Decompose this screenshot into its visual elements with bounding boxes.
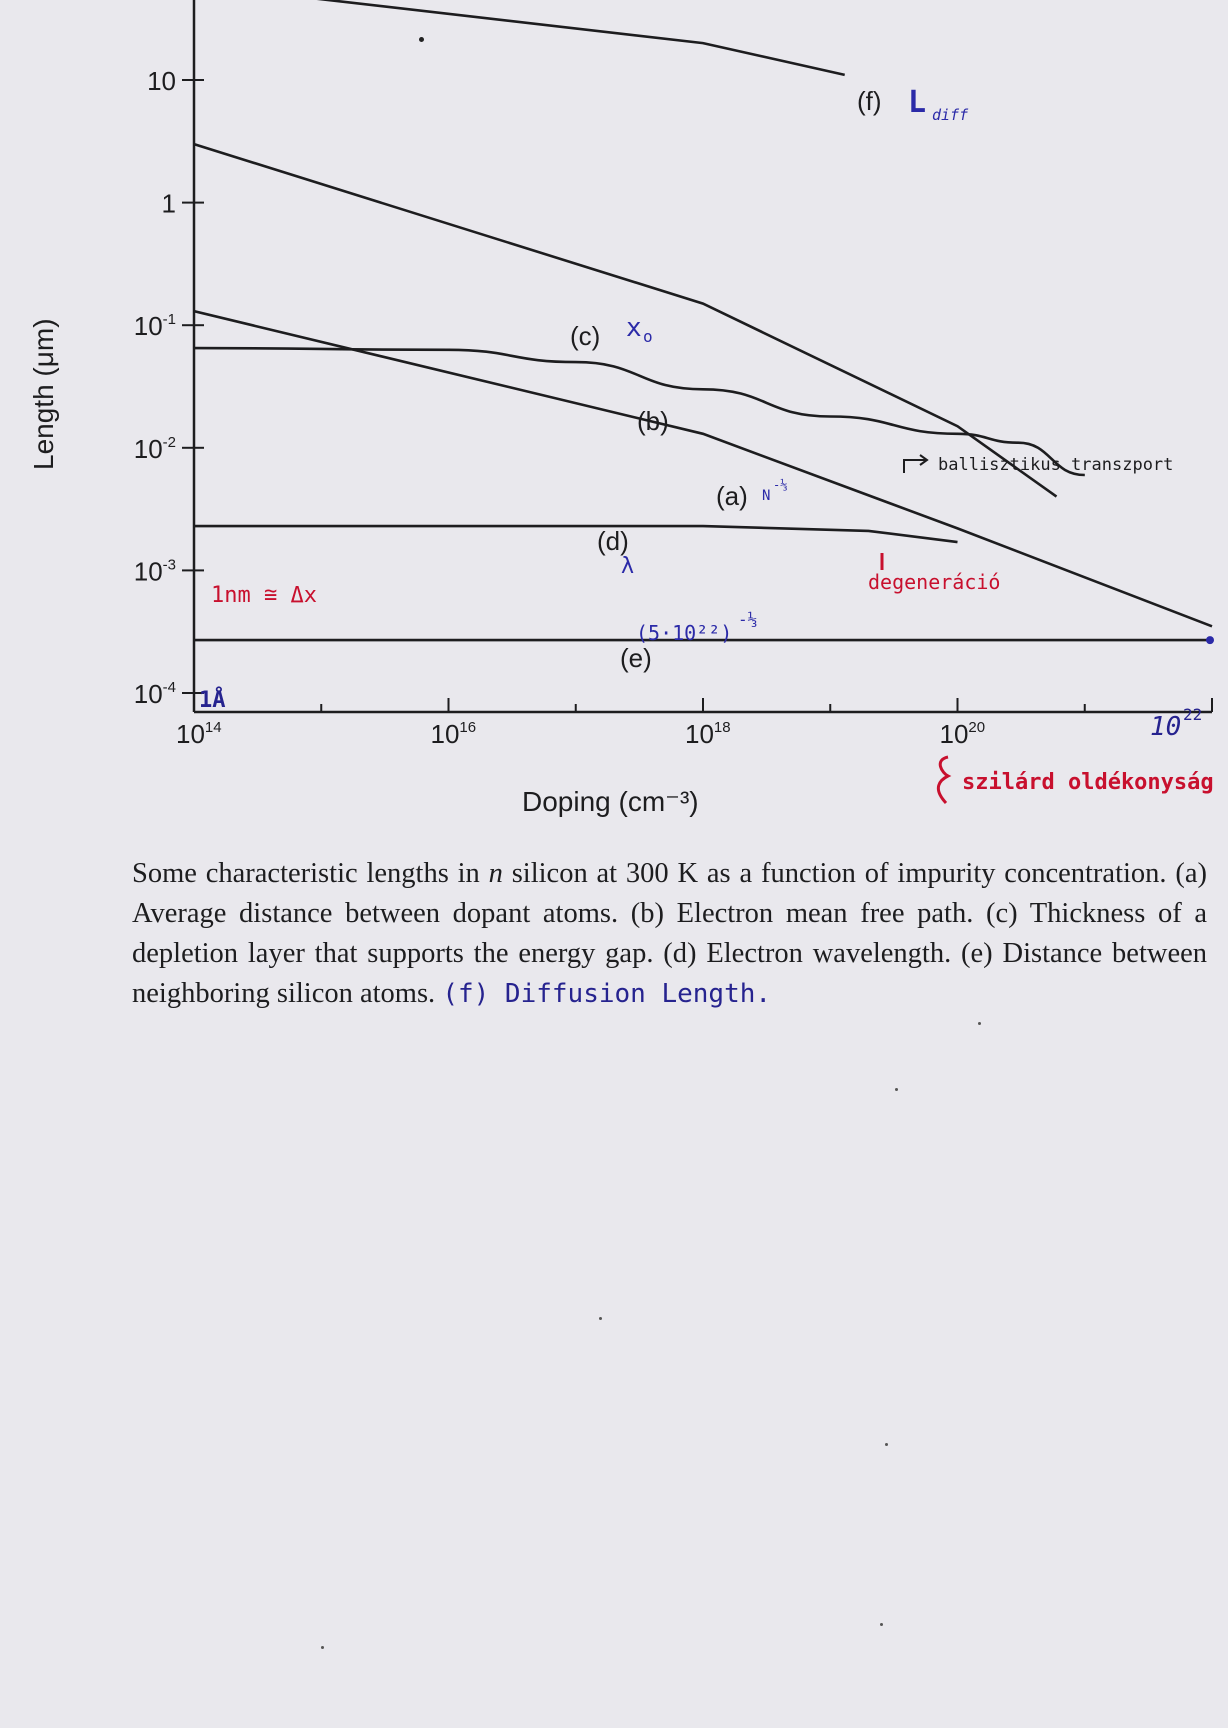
scan-speck — [880, 1623, 883, 1626]
hand-L-diff-subscript: diff — [932, 106, 969, 124]
scan-speck — [978, 1022, 981, 1025]
series-line-d — [194, 526, 958, 542]
scan-speck — [599, 1317, 602, 1320]
chart-curve-labels — [570, 86, 882, 673]
y-tick-label: $10^{-1}$ — [133, 311, 176, 342]
scan-speck — [419, 37, 424, 42]
curve-label-e: (e) — [620, 643, 652, 673]
hand-angstrom: 1Å — [199, 688, 226, 713]
x-tick-label: $10^{16}$ — [430, 719, 477, 749]
scan-speck — [895, 1088, 898, 1091]
ballistic-arrow — [904, 455, 927, 473]
hand-x-last-exp: 22 — [1183, 705, 1203, 724]
caption-text-body: silicon at 300 K as a function of impurity concentration. (a) Average distance between dopant atoms. (b) Electron mean free path. (c) Thickness of a depletion layer that supports the energy gap. (d) Electron wavelength. (e) Distance between neighboring silicon atoms. — [132, 858, 1207, 1009]
y-tick-label: 1 — [161, 188, 176, 219]
x-tick-label: $10^{14}$ — [176, 719, 222, 749]
hand-1nm: 1nm ≅ Δx — [211, 583, 317, 608]
hand-N-exponent: -⅓ — [773, 478, 788, 492]
scan-speck — [885, 1443, 888, 1446]
chart-series — [194, 0, 1214, 644]
hand-N: N — [762, 488, 771, 504]
hand-solid-solubility: szilárd oldékonyság — [962, 770, 1214, 795]
scan-speck — [321, 1646, 324, 1649]
hand-ballistic-transport: ballisztikus transzport — [938, 455, 1174, 475]
x-tick-label: $10^{20}$ — [939, 719, 986, 749]
x-tick-label: $10^{18}$ — [685, 719, 731, 749]
curve-label-a: (a) — [716, 481, 748, 511]
length-vs-doping-chart — [0, 0, 1228, 840]
hand-x0-subscript: o — [643, 327, 653, 346]
caption-n-italic: n — [488, 858, 503, 889]
caption-text-start: Some characteristic lengths in — [132, 858, 489, 889]
curve-label-d: (d) — [597, 526, 629, 556]
caption-handwritten-f: (f) Diffusion Length. — [442, 979, 772, 1009]
red-brace — [938, 757, 948, 803]
hand-e-formula: (5·10²²) — [636, 621, 733, 645]
curve-label-f: (f) — [857, 86, 882, 116]
hand-x0: x — [626, 313, 642, 343]
hand-lambda: λ — [621, 554, 635, 579]
endpoint-dot — [1206, 636, 1214, 644]
series-line-f — [194, 0, 845, 75]
curve-label-c: (c) — [570, 321, 601, 351]
y-tick-label: $10^{-4}$ — [133, 679, 176, 709]
y-tick-label: 10 — [147, 66, 176, 96]
hand-e-formula-exponent: -⅓ — [738, 610, 758, 629]
y-tick-label: $10^{-3}$ — [133, 556, 176, 587]
y-axis-label: Length (μm) — [28, 318, 59, 470]
curve-label-b: (b) — [637, 406, 669, 436]
x-axis-label: Doping (cm⁻³) — [522, 786, 699, 817]
hand-degeneration: degeneráció — [868, 570, 1001, 594]
hand-L-diff: L — [908, 85, 927, 120]
hand-x-last: 10 — [1150, 712, 1182, 742]
y-tick-label: $10^{-2}$ — [133, 433, 176, 464]
figure-caption — [132, 854, 1207, 1014]
